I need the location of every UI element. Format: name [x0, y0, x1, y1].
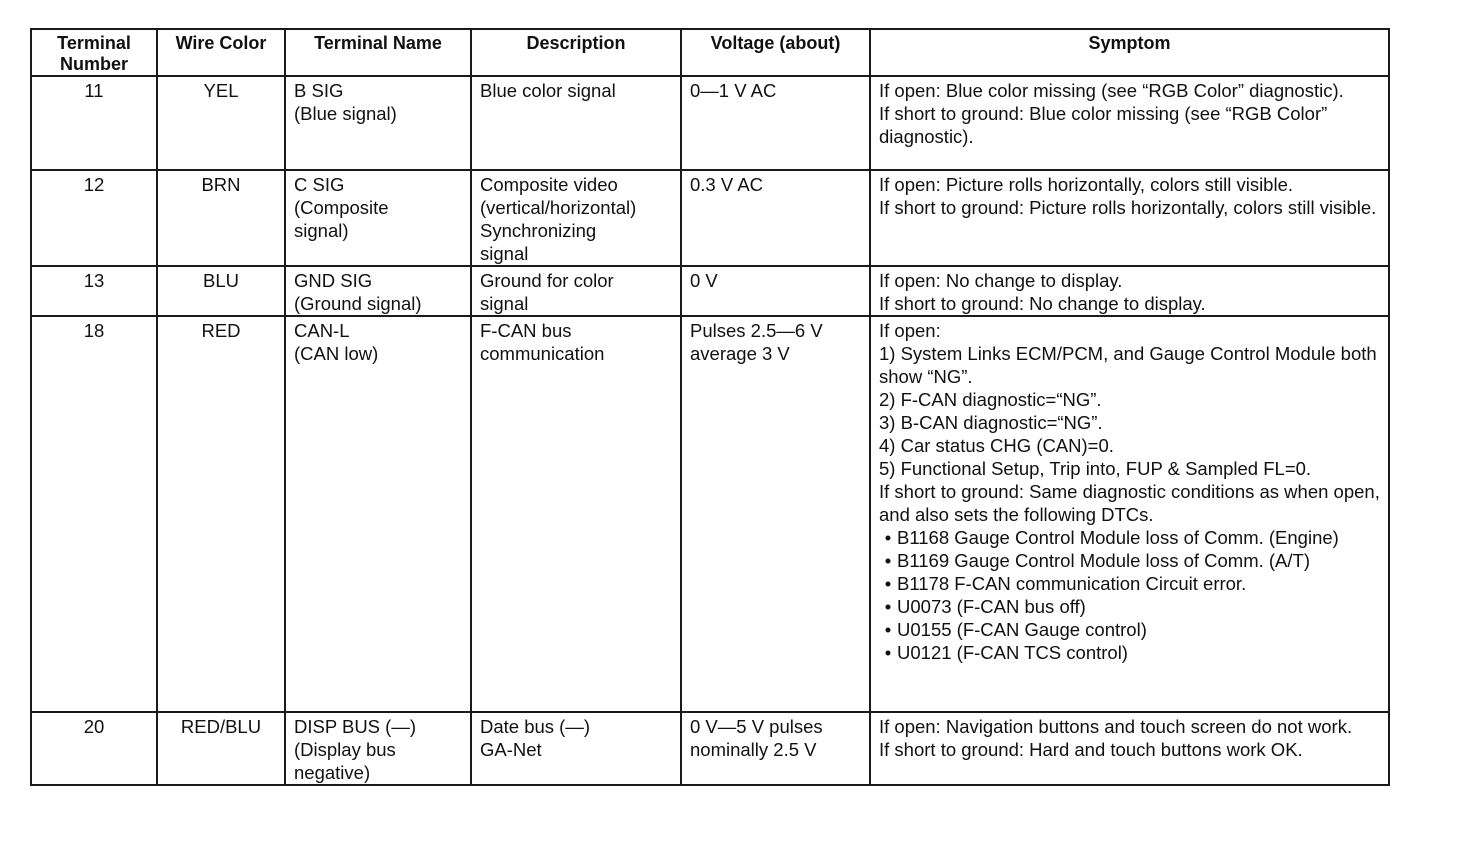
- symptom-cell: [870, 266, 1389, 316]
- symptom-cell: [870, 170, 1389, 266]
- dtc-bullet-item: • U0073 (F-CAN bus off): [879, 595, 1380, 618]
- dtc-bullet-item: • U0155 (F-CAN Gauge control): [879, 618, 1380, 641]
- table-row: [31, 170, 1389, 266]
- wire-color-cell: YEL: [157, 76, 285, 170]
- terminal-table: [30, 28, 1390, 786]
- wire-color-cell: RED/BLU: [157, 712, 285, 785]
- voltage-cell: 0—1 V AC: [681, 76, 870, 170]
- voltage-cell: 0 V—5 V pulses nominally 2.5 V: [681, 712, 870, 785]
- symptom-cell: [870, 712, 1389, 785]
- table-row: [31, 76, 1389, 170]
- symptom-line: If short to ground: Blue color missing (see “RGB Color” diagnostic).: [879, 103, 1328, 147]
- terminal-name-cell: CAN-L (CAN low): [285, 316, 471, 712]
- terminal-name-cell: GND SIG (Ground signal): [285, 266, 471, 316]
- symptom-line: If open: Blue color missing (see “RGB Color” diagnostic).: [879, 80, 1344, 101]
- header-terminal-name: Terminal Name: [285, 29, 471, 76]
- header-wire-color: Wire Color: [157, 29, 285, 76]
- table-row: [31, 712, 1389, 785]
- terminal-number-cell: 13: [31, 266, 157, 316]
- description-cell: Composite video (vertical/horizontal) Synchronizing signal: [471, 170, 681, 266]
- symptom-line: 3) B-CAN diagnostic=“NG”.: [879, 412, 1103, 433]
- symptom-line: If open: Navigation buttons and touch screen do not work.: [879, 716, 1353, 737]
- terminal-name-cell: C SIG (Composite signal): [285, 170, 471, 266]
- terminal-number-cell: 11: [31, 76, 157, 170]
- header-symptom: Symptom: [870, 29, 1389, 76]
- symptom-line: 5) Functional Setup, Trip into, FUP & Sampled FL=0.: [879, 458, 1312, 479]
- description-cell: Blue color signal: [471, 76, 681, 170]
- terminal-name-cell: DISP BUS (—) (Display bus negative): [285, 712, 471, 785]
- table-row: [31, 316, 1389, 712]
- symptom-line: 2) F-CAN diagnostic=“NG”.: [879, 389, 1102, 410]
- symptom-line: 4) Car status CHG (CAN)=0.: [879, 435, 1114, 456]
- wire-color-cell: BLU: [157, 266, 285, 316]
- voltage-cell: 0 V: [681, 266, 870, 316]
- symptom-line: If short to ground: No change to display.: [879, 293, 1206, 314]
- terminal-name-cell: B SIG (Blue signal): [285, 76, 471, 170]
- symptom-line: If open: Picture rolls horizontally, colors still visible.: [879, 174, 1294, 195]
- symptom-line: If short to ground: Hard and touch buttons work OK.: [879, 739, 1303, 760]
- dtc-bullet-item: • B1169 Gauge Control Module loss of Comm. (A/T): [879, 549, 1380, 572]
- terminal-number-cell: 18: [31, 316, 157, 712]
- table-row: [31, 266, 1389, 316]
- terminal-number-cell: 12: [31, 170, 157, 266]
- description-cell: Ground for color signal: [471, 266, 681, 316]
- wire-color-cell: RED: [157, 316, 285, 712]
- symptom-line: If short to ground: Picture rolls horizontally, colors still visible.: [879, 197, 1377, 218]
- symptom-cell: [870, 316, 1389, 712]
- symptom-line: 1) System Links ECM/PCM, and Gauge Control Module both show “NG”.: [879, 343, 1377, 387]
- terminal-number-cell: 20: [31, 712, 157, 785]
- voltage-cell: Pulses 2.5—6 V average 3 V: [681, 316, 870, 712]
- dtc-bullet-item: • B1178 F-CAN communication Circuit error.: [879, 572, 1380, 595]
- symptom-line: If open: No change to display.: [879, 270, 1123, 291]
- header-terminal-number: Terminal Number: [31, 29, 157, 76]
- header-description: Description: [471, 29, 681, 76]
- header-voltage: Voltage (about): [681, 29, 870, 76]
- symptom-cell: [870, 76, 1389, 170]
- dtc-bullet-item: • U0121 (F-CAN TCS control): [879, 641, 1380, 664]
- wire-color-cell: BRN: [157, 170, 285, 266]
- dtc-bullet-item: • B1168 Gauge Control Module loss of Comm. (Engine): [879, 526, 1380, 549]
- voltage-cell: 0.3 V AC: [681, 170, 870, 266]
- symptom-line: If short to ground: Same diagnostic conditions as when open, and also sets the following DTCs.: [879, 481, 1380, 525]
- description-cell: F-CAN bus communication: [471, 316, 681, 712]
- description-cell: Date bus (—) GA-Net: [471, 712, 681, 785]
- header-row: [31, 29, 1389, 76]
- terminal-spec-sheet: [30, 28, 1388, 786]
- symptom-line: If open:: [879, 320, 941, 341]
